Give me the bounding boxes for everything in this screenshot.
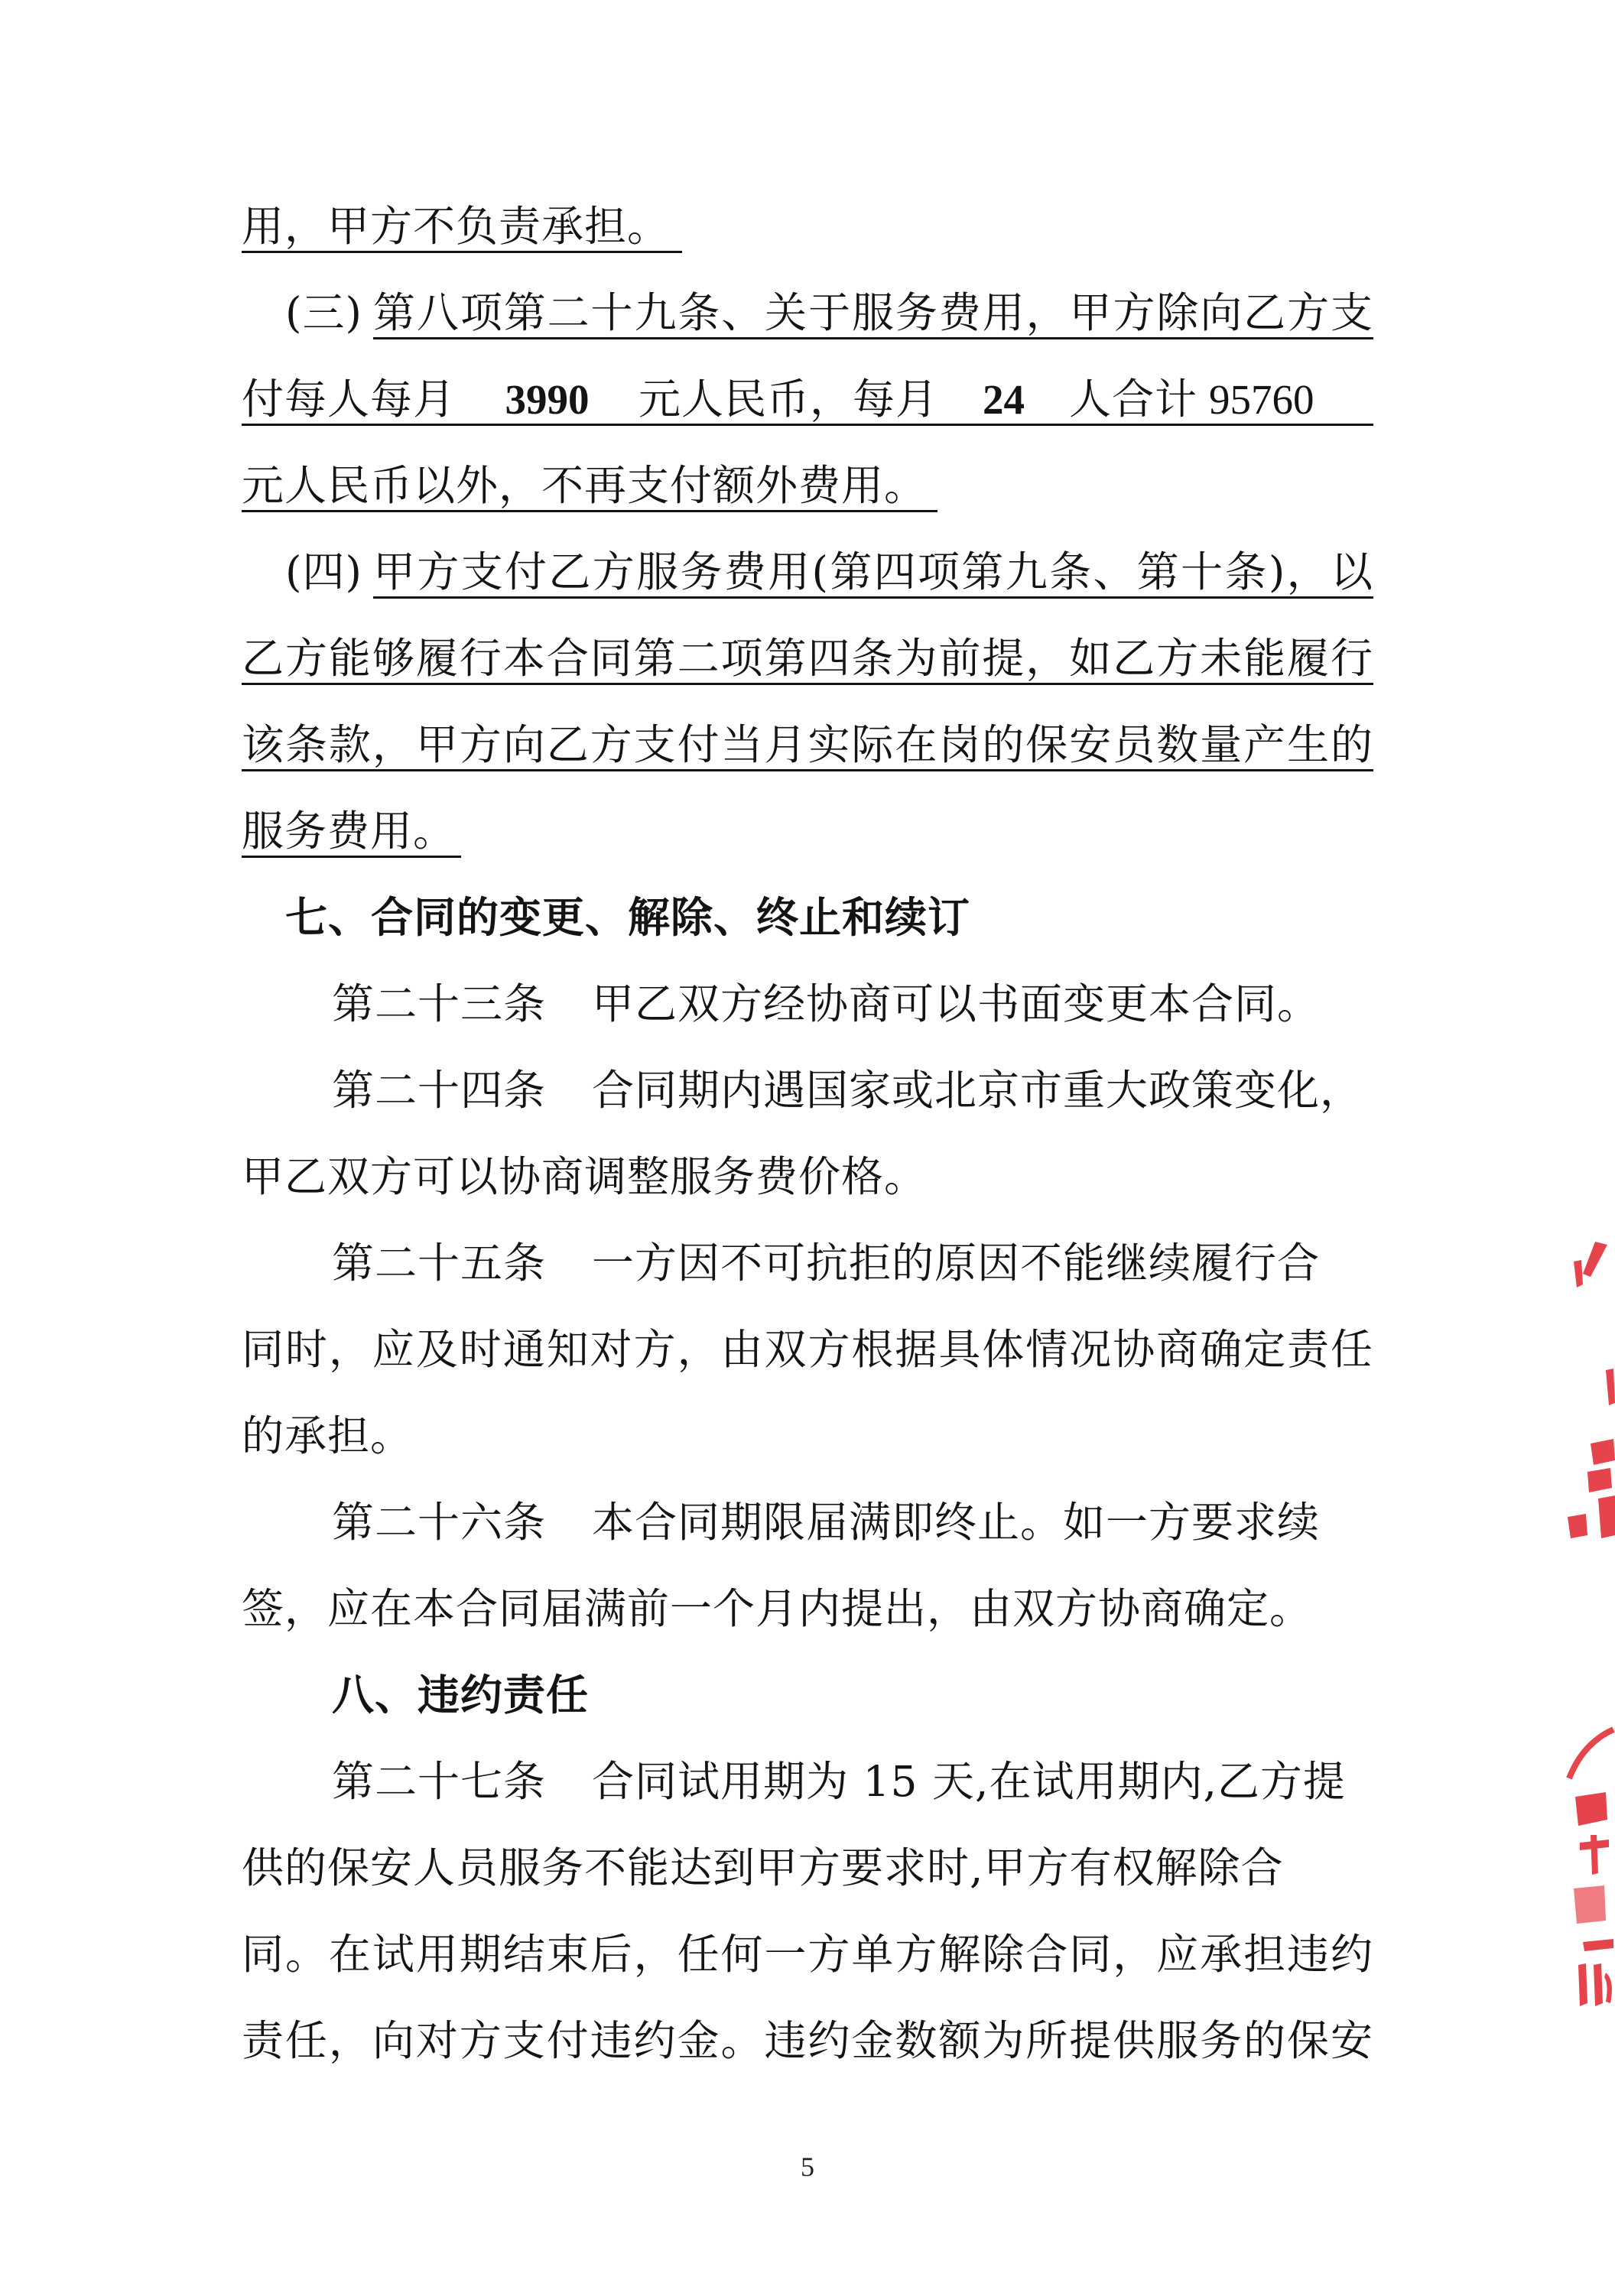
section-8-heading: 八、违约责任	[332, 1671, 590, 1720]
clause-4-line-1	[242, 529, 1373, 615]
headcount-field: 24	[983, 376, 1025, 423]
article-25-line-3: 的承担。	[242, 1411, 414, 1460]
seal-stamp-fragment	[1560, 1239, 1615, 2049]
underlined-text: 用，甲方不负责承担。	[242, 183, 682, 270]
clause-4-line-4	[242, 788, 1373, 875]
seal-mark	[1587, 1468, 1612, 1492]
seal-mark	[1575, 1792, 1607, 1826]
underlined-text: 元人民币以外，不再支付额外费用。	[242, 443, 937, 529]
seal-ring-arc	[1569, 1729, 1613, 1778]
clause-3-line-2	[242, 356, 1373, 443]
underlined-text: 第八项第二十九条、关于服务费用，甲方除向乙方支	[373, 270, 1373, 356]
article-text: 本合同期限届满即终止。如一方要求续	[592, 1498, 1321, 1547]
section-7-heading: 七、合同的变更、解除、终止和续订	[285, 893, 971, 942]
seal-mark	[1591, 1439, 1615, 1465]
article-text: 甲乙双方经协商可以书面变更本合同。	[592, 979, 1321, 1028]
clause-4-line-3	[242, 702, 1373, 788]
page-number: 5	[801, 2151, 814, 2182]
article-24-line-2: 甲乙双方可以协商调整服务费价格。	[242, 1152, 928, 1201]
article-25-line-2: 同时，应及时通知对方，由双方根据具体情况协商确定责任	[242, 1325, 1373, 1374]
seal-mark	[1583, 1939, 1613, 1951]
seal-marks	[1568, 1242, 1615, 2006]
clause-4-label: (四)	[285, 547, 362, 596]
article-25-line-1	[242, 1220, 1373, 1307]
article-24-line-1	[242, 1047, 1373, 1134]
article-27-line-3: 同。在试用期结束后，任何一方单方解除合同，应承担违约	[242, 1930, 1373, 1979]
article-23-line-1	[242, 961, 1373, 1047]
clause-4-line-2	[242, 615, 1373, 702]
clause-3-line-3	[242, 443, 1373, 529]
seal-mark	[1578, 1963, 1587, 2006]
clause-3-line-1	[242, 270, 1373, 356]
article-number: 第二十六条	[332, 1498, 547, 1547]
article-number: 第二十五条	[332, 1239, 547, 1288]
fee-fill-in-line	[242, 356, 1373, 443]
seal-mark	[1604, 1973, 1612, 2003]
clause-3-label: (三)	[285, 288, 362, 337]
article-text: 合同期内遇国家或北京市重大政策变化，	[592, 1066, 1363, 1115]
underlined-text: 服务费用。	[242, 788, 461, 875]
article-number: 第二十七条	[332, 1757, 547, 1806]
seal-mark	[1594, 1963, 1603, 2006]
underlined-text: 甲方支付乙方服务费用(第四项第九条、第十条)，以	[373, 529, 1373, 615]
seal-mark	[1606, 1369, 1615, 1405]
seal-mark	[1568, 1514, 1587, 1538]
seal-ring-fragment	[1569, 1729, 1613, 1778]
underlined-text: 该条款，甲方向乙方支付当月实际在岗的保安员数量产生的	[242, 702, 1373, 788]
body-text	[242, 183, 1373, 2084]
article-27-line-4: 责任，向对方支付违约金。违约金数额为所提供服务的保安	[242, 2016, 1373, 2065]
article-number: 第二十三条	[332, 979, 547, 1028]
underlined-text: 乙方能够履行本合同第二项第四条为前提，如乙方未能履行	[242, 615, 1373, 702]
article-number: 第二十四条	[332, 1066, 547, 1115]
fee-middle: 元人民币，每月	[639, 375, 939, 424]
seal-mark	[1574, 1885, 1606, 1924]
fee-suffix: 人合计	[1069, 375, 1198, 424]
article-26-line-2: 签，应在本合同届满前一个月内提出，由双方协商确定。	[242, 1584, 1313, 1633]
seal-mark	[1598, 1495, 1615, 1538]
article-27-line-2: 供的保安人员服务不能达到甲方要求时,甲方有权解除合	[242, 1843, 1284, 1892]
fee-prefix: 付每人每月	[242, 375, 457, 424]
article-27-line-1	[242, 1739, 1373, 1825]
continuation-line	[242, 183, 1373, 270]
seal-mark	[1583, 1242, 1607, 1277]
article-text: 一方因不可抗拒的原因不能继续履行合	[592, 1239, 1321, 1288]
article-26-line-1	[242, 1479, 1373, 1566]
seal-mark	[1574, 1260, 1583, 1288]
monthly-total-field: 95760	[1209, 376, 1314, 423]
fee-per-person-field: 3990	[505, 376, 590, 423]
article-text: 合同试用期为 15 天,在试用期内,乙方提	[592, 1757, 1346, 1806]
